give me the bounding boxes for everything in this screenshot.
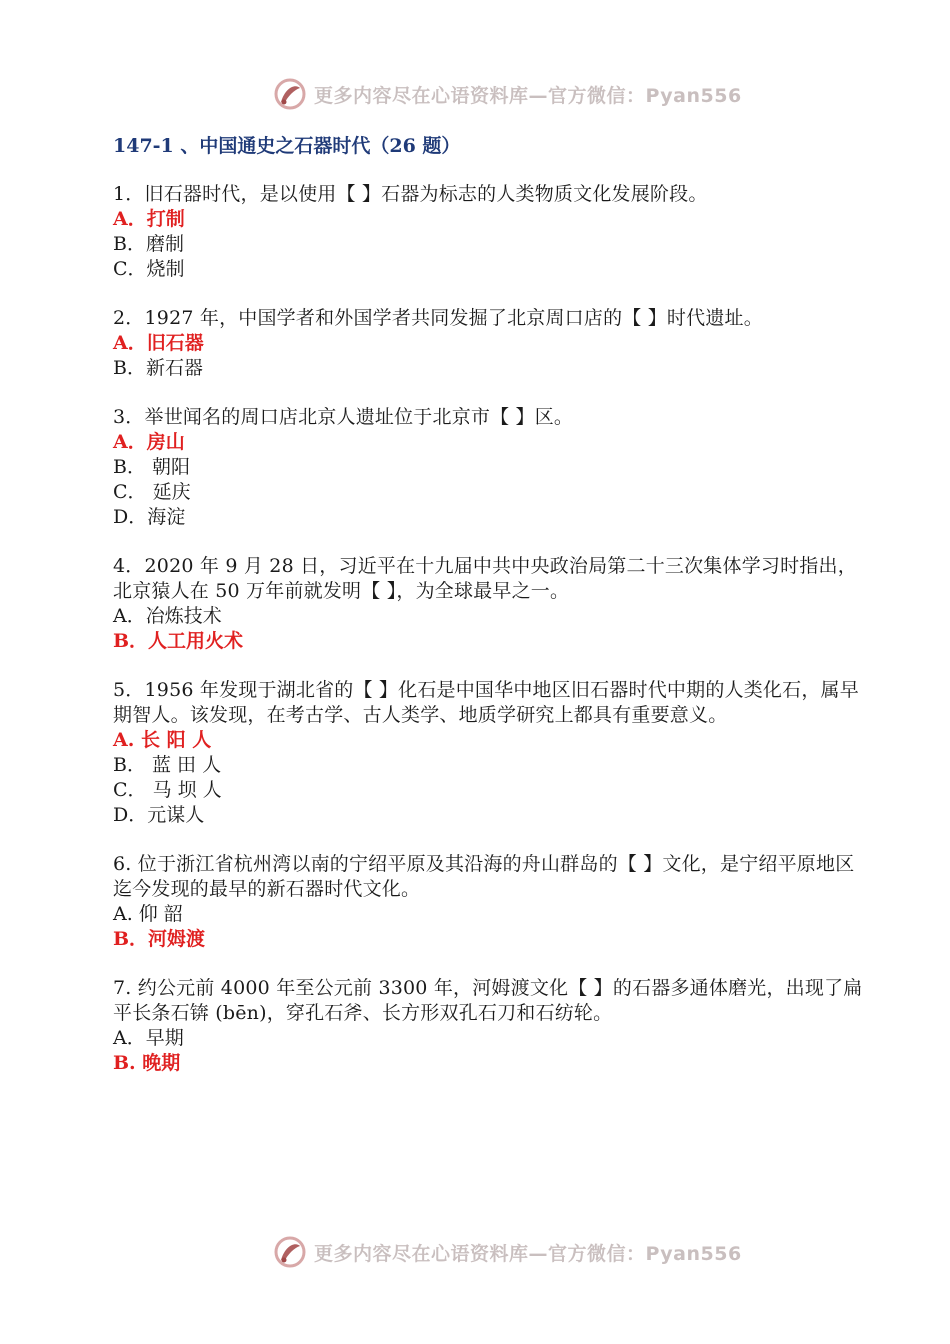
question-item [113, 182, 873, 282]
question-item [113, 554, 873, 654]
answer-option-correct: A. 长 阳 人 [113, 729, 212, 751]
answer-option-correct: A．打制 [113, 208, 185, 230]
pen-swirl-logo-icon [272, 1234, 308, 1270]
question-list [113, 182, 873, 1100]
question-item [113, 976, 873, 1076]
answer-option: C． 马 坝 人 [113, 779, 222, 801]
question-item [113, 678, 873, 828]
answer-option-correct: B．人工用火术 [113, 630, 244, 652]
answer-option: B． 蓝 田 人 [113, 754, 222, 776]
answer-option-correct: B. 晚期 [113, 1052, 181, 1074]
question-stem: 7. 约公元前 4000 年至公元前 3300 年，河姆渡文化【 】的石器多通体磨光，出现了扁平长条石锛 (bēn)，穿孔石斧、长方形双孔石刀和石纺轮。 [113, 977, 863, 1024]
pen-swirl-logo-icon [272, 76, 308, 112]
watermark-banner-top [272, 72, 772, 116]
answer-option: B． 朝阳 [113, 456, 191, 478]
watermark-text: 更多内容尽在心语资料库—官方微信：Pyan556 [314, 1242, 742, 1265]
question-stem: 4．2020 年 9 月 28 日，习近平在十九届中共中央政治局第二十三次集体学习时指出，北京猿人在 50 万年前就发明【 】，为全球最早之一。 [113, 555, 857, 602]
answer-option: B．磨制 [113, 233, 184, 255]
answer-option: C． 延庆 [113, 481, 191, 503]
answer-option: A．早期 [113, 1027, 184, 1049]
question-stem: 2．1927 年，中国学者和外国学者共同发掘了北京周口店的【 】时代遗址。 [113, 307, 763, 329]
answer-option: D．元谋人 [113, 804, 205, 826]
question-stem: 5．1956 年发现于湖北省的【 】化石是中国华中地区旧石器时代中期的人类化石，属早期智人。该发现，在考古学、古人类学、地质学研究上都具有重要意义。 [113, 679, 859, 726]
answer-option: B．新石器 [113, 357, 203, 379]
page-title: 147-1 、中国通史之石器时代（26 题） [113, 135, 461, 157]
question-stem: 6. 位于浙江省杭州湾以南的宁绍平原及其沿海的舟山群岛的【 】文化，是宁绍平原地区迄今发现的最早的新石器时代文化。 [113, 853, 855, 900]
answer-option-correct: A．旧石器 [113, 332, 204, 354]
question-stem: 3．举世闻名的周口店北京人遗址位于北京市【 】区。 [113, 406, 574, 428]
question-stem: 1．旧石器时代，是以使用【 】石器为标志的人类物质文化发展阶段。 [113, 183, 708, 205]
answer-option-correct: B．河姆渡 [113, 928, 206, 950]
question-item [113, 852, 873, 952]
question-item [113, 306, 873, 381]
answer-option: A．冶炼技术 [113, 605, 222, 627]
answer-option: C．烧制 [113, 258, 185, 280]
watermark-banner-bottom [272, 1230, 772, 1274]
question-item [113, 405, 873, 530]
answer-option: A. 仰 韶 [113, 903, 183, 925]
answer-option: D．海淀 [113, 506, 186, 528]
answer-option-correct: A．房山 [113, 431, 185, 453]
watermark-text: 更多内容尽在心语资料库—官方微信：Pyan556 [314, 84, 742, 107]
